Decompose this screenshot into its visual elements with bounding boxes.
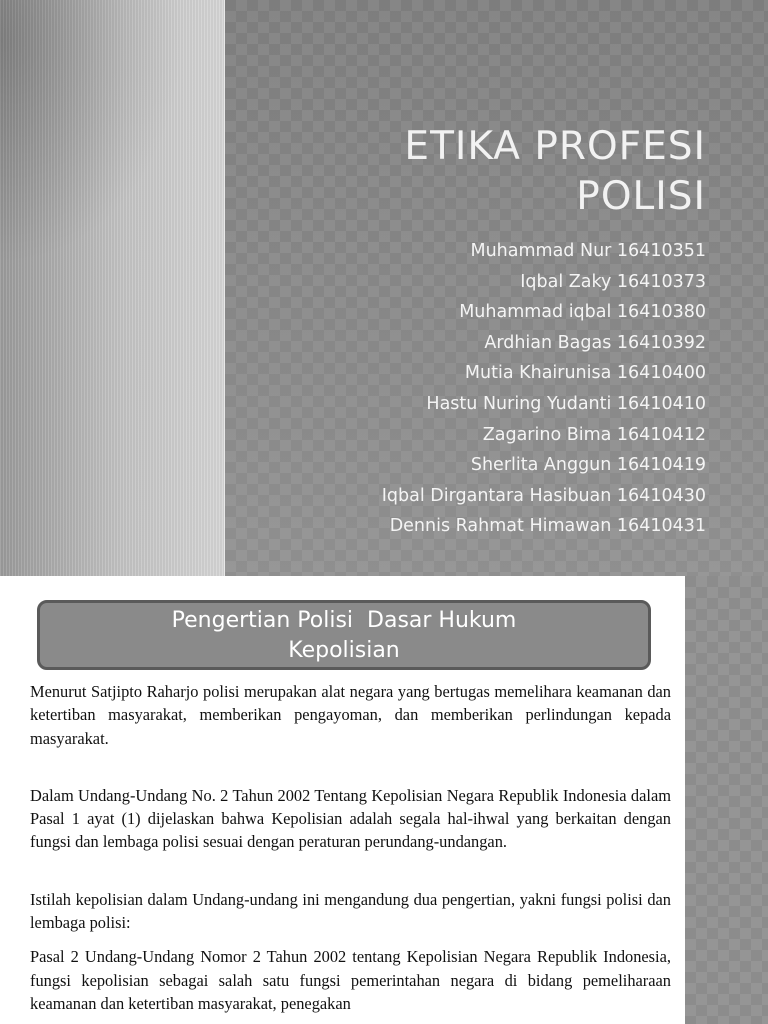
paragraph: Dalam Undang-Undang No. 2 Tahun 2002 Tentang Kepolisian Negara Republik Indonesia dalam Pasal 1 ayat (1) dijelaskan bahwa Kepolisian adalah segala hal-ihwal yang berkaitan dengan fungsi dan lembaga polisi sesuai dengan peraturan perundang-undangan. [30, 785, 671, 852]
section-heading-line-2: Kepolisian [288, 638, 400, 663]
body-text [30, 680, 671, 1015]
slide-title-line-2: POLISI [576, 174, 706, 219]
paragraph: Pasal 2 Undang-Undang Nomor 2 Tahun 2002 tentang Kepolisian Negara Republik Indonesia, fungsi kepolisian sebagai salah satu fungsi pemerintahan negara di bidang pemeliharaan keamanan dan ketertiban masyarakat, penegakan [30, 947, 671, 1013]
member-item: Hastu Nuring Yudanti 16410410 [426, 393, 706, 414]
paragraph: Istilah kepolisian dalam Undang-undang ini mengandung dua pengertian, yakni fungsi polisi dan lembaga polisi: [30, 889, 671, 933]
content-slide-pattern-strip [685, 576, 768, 1024]
content-slide [0, 576, 768, 1024]
member-item: Mutia Khairunisa 16410400 [464, 363, 706, 384]
member-item: Zagarino Bima 16410412 [482, 424, 706, 445]
section-heading-box [37, 600, 651, 670]
member-item: Muhammad iqbal 16410380 [459, 302, 706, 323]
title-slide-left-panel [0, 0, 224, 576]
section-heading-line-1: Pengertian Polisi Dasar Hukum [171, 608, 517, 633]
member-item: Iqbal Zaky 16410373 [520, 271, 706, 292]
paragraph: Menurut Satjipto Raharjo polisi merupakan alat negara yang bertugas memelihara keamanan dan ketertiban masyarakat, memberikan pengayoman, dan memberikan perlindungan kepada masyarakat. [30, 682, 671, 748]
member-list [382, 236, 706, 542]
member-item: Iqbal Dirgantara Hasibuan 16410430 [381, 485, 706, 506]
slide-title-line-1: ETIKA PROFESI [404, 124, 706, 169]
member-item: Dennis Rahmat Himawan 16410431 [389, 516, 706, 537]
member-item: Sherlita Anggun 16410419 [470, 455, 706, 476]
slide-title [226, 122, 706, 222]
member-item: Muhammad Nur 16410351 [470, 241, 706, 261]
member-item: Ardhian Bagas 16410392 [484, 332, 706, 353]
